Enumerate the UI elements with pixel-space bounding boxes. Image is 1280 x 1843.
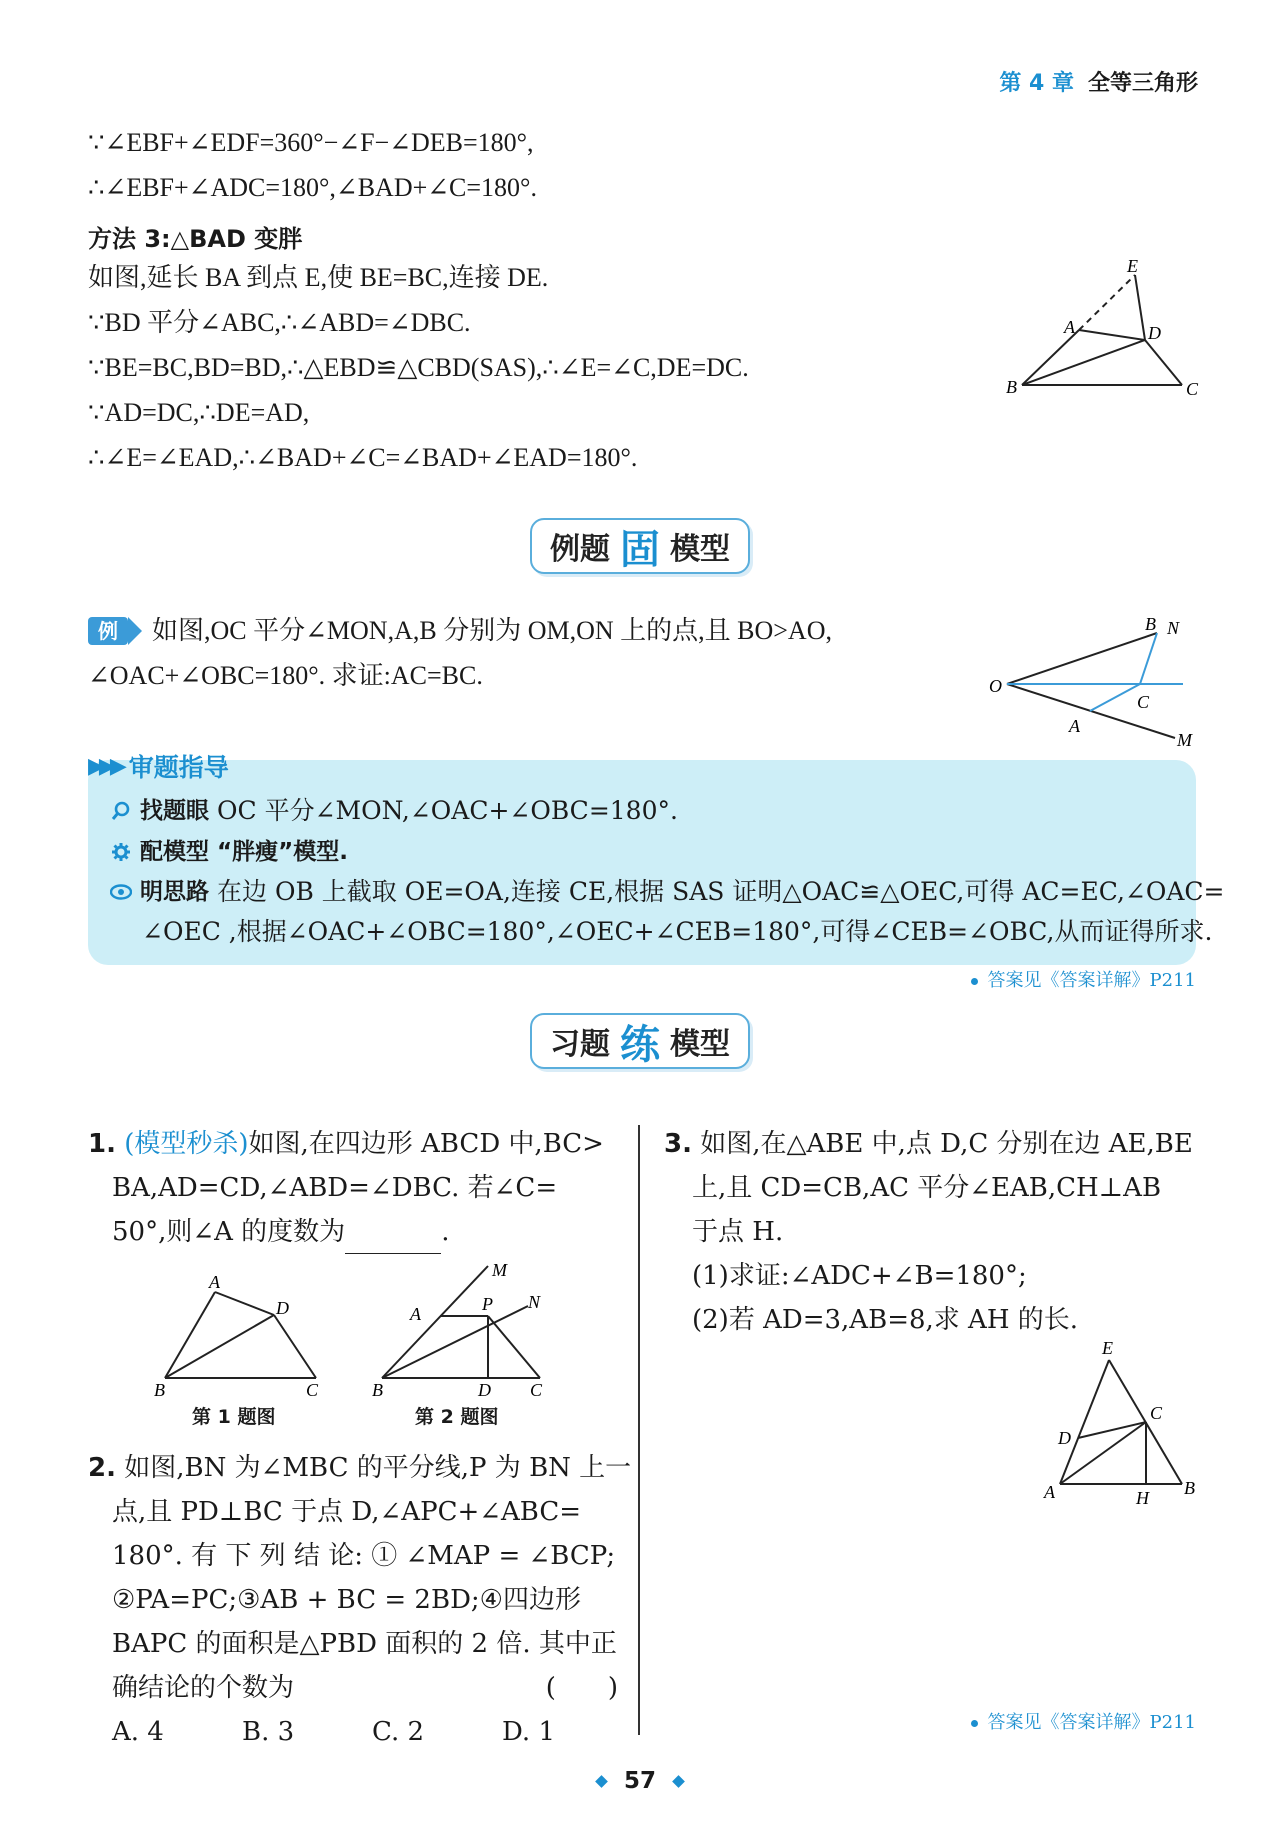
banner2-pre: 习题 [550, 1027, 610, 1062]
diamond-icon-left [595, 1775, 608, 1788]
guide-row-3-cont [142, 912, 1212, 952]
problem-1-line-3-end: . [441, 1217, 450, 1247]
example-badge: 例 [88, 617, 128, 645]
answer-blank[interactable] [345, 1224, 441, 1254]
guide-row-3 [110, 872, 1224, 912]
fig-ex-label-A: A [1069, 716, 1080, 736]
guide-row-2-text: “胖瘦”模型. [217, 839, 348, 865]
answer-ref-1 [971, 966, 1196, 992]
problem-1-tag: (模型秒杀) [124, 1129, 249, 1159]
problem-1-line-3: 50°,则∠A 的度数为 [112, 1217, 346, 1247]
page-number [0, 1768, 1280, 1794]
fig3-label-C: C [1150, 1403, 1163, 1423]
problem-2-line-3: 180°. 有 下 列 结 论: ① ∠MAP = ∠BCP; [112, 1541, 616, 1571]
fig3-label-H: H [1136, 1488, 1149, 1508]
method-line-5: ∵BE=BC,BD=BD,∴△EBD≌△CBD(SAS),∴∠E=∠C,DE=DC. [88, 353, 749, 382]
answer-dot-icon [971, 978, 978, 985]
option-c[interactable]: C. 2 [372, 1717, 425, 1747]
eye-icon [110, 881, 132, 903]
problem-3-question-1: (1)求证:∠ADC+∠B=180°; [692, 1261, 1027, 1291]
fig2-label-B: B [372, 1380, 383, 1400]
guide-row-2 [110, 832, 348, 872]
problem-2-line-5: BAPC 的面积是△PBD 面积的 2 倍. 其中正 [112, 1629, 617, 1659]
guide-row-1-text: OC 平分∠MON,∠OAC+∠OBC=180°. [217, 796, 678, 825]
problem-3 [664, 1122, 1204, 1342]
figure-1-caption: 第 1 题图 [192, 1406, 276, 1428]
guide-title [88, 748, 229, 784]
fig-ex-label-M: M [1177, 730, 1192, 750]
fig2-label-P: P [482, 1294, 493, 1314]
method-line-3: 如图,延长 BA 到点 E,使 BE=BC,连接 DE. [88, 263, 549, 292]
problem-2-line-6: 确结论的个数为 [112, 1673, 295, 1703]
option-b[interactable]: B. 3 [242, 1717, 295, 1747]
example-line-1 [88, 608, 832, 653]
answer-ref-2-text: 答案见《答案详解》P211 [987, 1712, 1196, 1733]
gear-icon [110, 841, 132, 863]
column-divider [638, 1125, 640, 1735]
fig2-label-D: D [478, 1380, 491, 1400]
problem-2-line-2: 点,且 PD⊥BC 于点 D,∠APC+∠ABC= [112, 1497, 582, 1527]
method-line-6: ∵AD=DC,∴DE=AD, [88, 398, 310, 427]
triple-arrow-icon: ▶▶▶ [88, 753, 121, 779]
diamond-icon-right [672, 1775, 685, 1788]
problem-2-line-4: ②PA=PC;③AB + BC = 2BD;④四边形 [112, 1585, 581, 1615]
banner2-post: 模型 [670, 1027, 730, 1062]
problem-2 [88, 1446, 632, 1754]
fig3-label-B: B [1184, 1478, 1195, 1498]
guide-title-text: 审题指导 [128, 753, 229, 782]
banner1-pre: 例题 [550, 532, 610, 567]
banner1-post: 模型 [670, 532, 730, 567]
chapter-title: 全等三角形 [1087, 71, 1198, 96]
problem-1-line-2: BA,AD=CD,∠ABD=∠DBC. 若∠C= [112, 1173, 558, 1203]
problem-3-number: 3. [664, 1129, 692, 1159]
guide-row-3-label: 明思路 [140, 879, 209, 905]
figure-example [985, 608, 1195, 753]
method-line-1: ∵∠EBF+∠EDF=360°−∠F−∠DEB=180°, [88, 128, 534, 157]
problem-1 [88, 1122, 628, 1254]
figure-method3 [1000, 255, 1220, 405]
fig-ex-label-O: O [989, 676, 1002, 696]
fig2-label-N: N [528, 1292, 541, 1312]
fig-ex-label-C: C [1137, 692, 1150, 712]
fig1-label-A: A [209, 1272, 220, 1292]
guide-row-3-text: 在边 OB 上截取 OE=OA,连接 CE,根据 SAS 证明△OAC≌△OEC,可得 AC=EC,∠OAC= [217, 877, 1225, 906]
figure-problem-3 [1036, 1334, 1216, 1514]
problem-2-line-1: 如图,BN 为∠MBC 的平分线,P 为 BN 上一 [124, 1453, 632, 1483]
fig3-label-E: E [1102, 1338, 1113, 1358]
answer-ref-2 [971, 1708, 1196, 1734]
section-banner-exercise [530, 1013, 750, 1069]
method3-title: 方法 3:△BAD 变胖 [88, 225, 303, 253]
option-d[interactable]: D. 1 [502, 1717, 555, 1747]
chapter-header [999, 66, 1198, 97]
problem-1-number: 1. [88, 1129, 116, 1159]
fig2-label-C: C [530, 1380, 543, 1400]
chapter-number: 第 4 章 [999, 71, 1074, 96]
guide-row-3-text-2: ∠OEC ,根据∠OAC+∠OBC=180°,∠OEC+∠CEB=180°,可得∠CEB=∠OBC,从而证得所求. [142, 917, 1213, 946]
fig-ex-label-B: B [1145, 614, 1156, 634]
answer-dot-icon-2 [971, 1720, 978, 1727]
answer-ref-1-text: 答案见《答案详解》P211 [987, 970, 1196, 991]
option-a[interactable]: A. 4 [112, 1717, 164, 1747]
problem-2-number: 2. [88, 1453, 116, 1483]
section-banner-example [530, 518, 750, 574]
guide-row-2-label: 配模型 [140, 839, 209, 865]
fig1-label-D: D [276, 1298, 289, 1318]
method-line-4: ∵BD 平分∠ABC,∴∠ABD=∠DBC. [88, 308, 471, 337]
magnifier-icon [110, 800, 132, 822]
method-line-7: ∴∠E=∠EAD,∴∠BAD+∠C=∠BAD+∠EAD=180°. [88, 443, 638, 472]
banner1-key: 固 [620, 526, 660, 573]
fig3-label-D: D [1058, 1428, 1071, 1448]
example-text-1: 如图,OC 平分∠MON,A,B 分别为 OM,ON 上的点,且 BO>AO, [152, 616, 832, 645]
fig3-label-A: A [1044, 1482, 1055, 1502]
problem-3-question-2: (2)若 AD=3,AB=8,求 AH 的长. [692, 1305, 1079, 1335]
example-line-2: ∠OAC+∠OBC=180°. 求证:AC=BC. [88, 661, 483, 690]
fig1-label-B: B [154, 1380, 165, 1400]
guide-row-1 [110, 791, 678, 831]
problem-3-line-3: 于点 H. [692, 1217, 784, 1247]
fig-ex-label-N: N [1167, 618, 1180, 638]
answer-paren[interactable]: ( ) [545, 1673, 618, 1703]
figure-problem-1 [150, 1270, 330, 1400]
problem-1-line-1: 如图,在四边形 ABCD 中,BC> [248, 1129, 604, 1159]
fig-m3-label-D: D [1148, 323, 1161, 343]
problem-2-options [88, 1710, 618, 1754]
fig2-label-A: A [410, 1304, 421, 1324]
fig-m3-label-E: E [1127, 256, 1138, 276]
fig1-label-C: C [306, 1380, 319, 1400]
figure-2-caption: 第 2 题图 [415, 1406, 499, 1428]
problem-3-line-2: 上,且 CD=CB,AC 平分∠EAB,CH⊥AB [692, 1173, 1162, 1203]
fig-m3-label-C: C [1186, 379, 1199, 399]
method-line-2: ∴∠EBF+∠ADC=180°,∠BAD+∠C=180°. [88, 173, 537, 202]
fig2-label-M: M [492, 1260, 507, 1280]
page-number-text: 57 [623, 1768, 656, 1794]
fig-m3-label-A: A [1064, 317, 1075, 337]
figure-problem-2 [370, 1258, 570, 1400]
problem-3-line-1: 如图,在△ABE 中,点 D,C 分别在边 AE,BE [700, 1129, 1193, 1159]
banner2-key: 练 [620, 1021, 660, 1068]
guide-row-1-label: 找题眼 [140, 798, 209, 824]
fig-m3-label-B: B [1006, 377, 1017, 397]
